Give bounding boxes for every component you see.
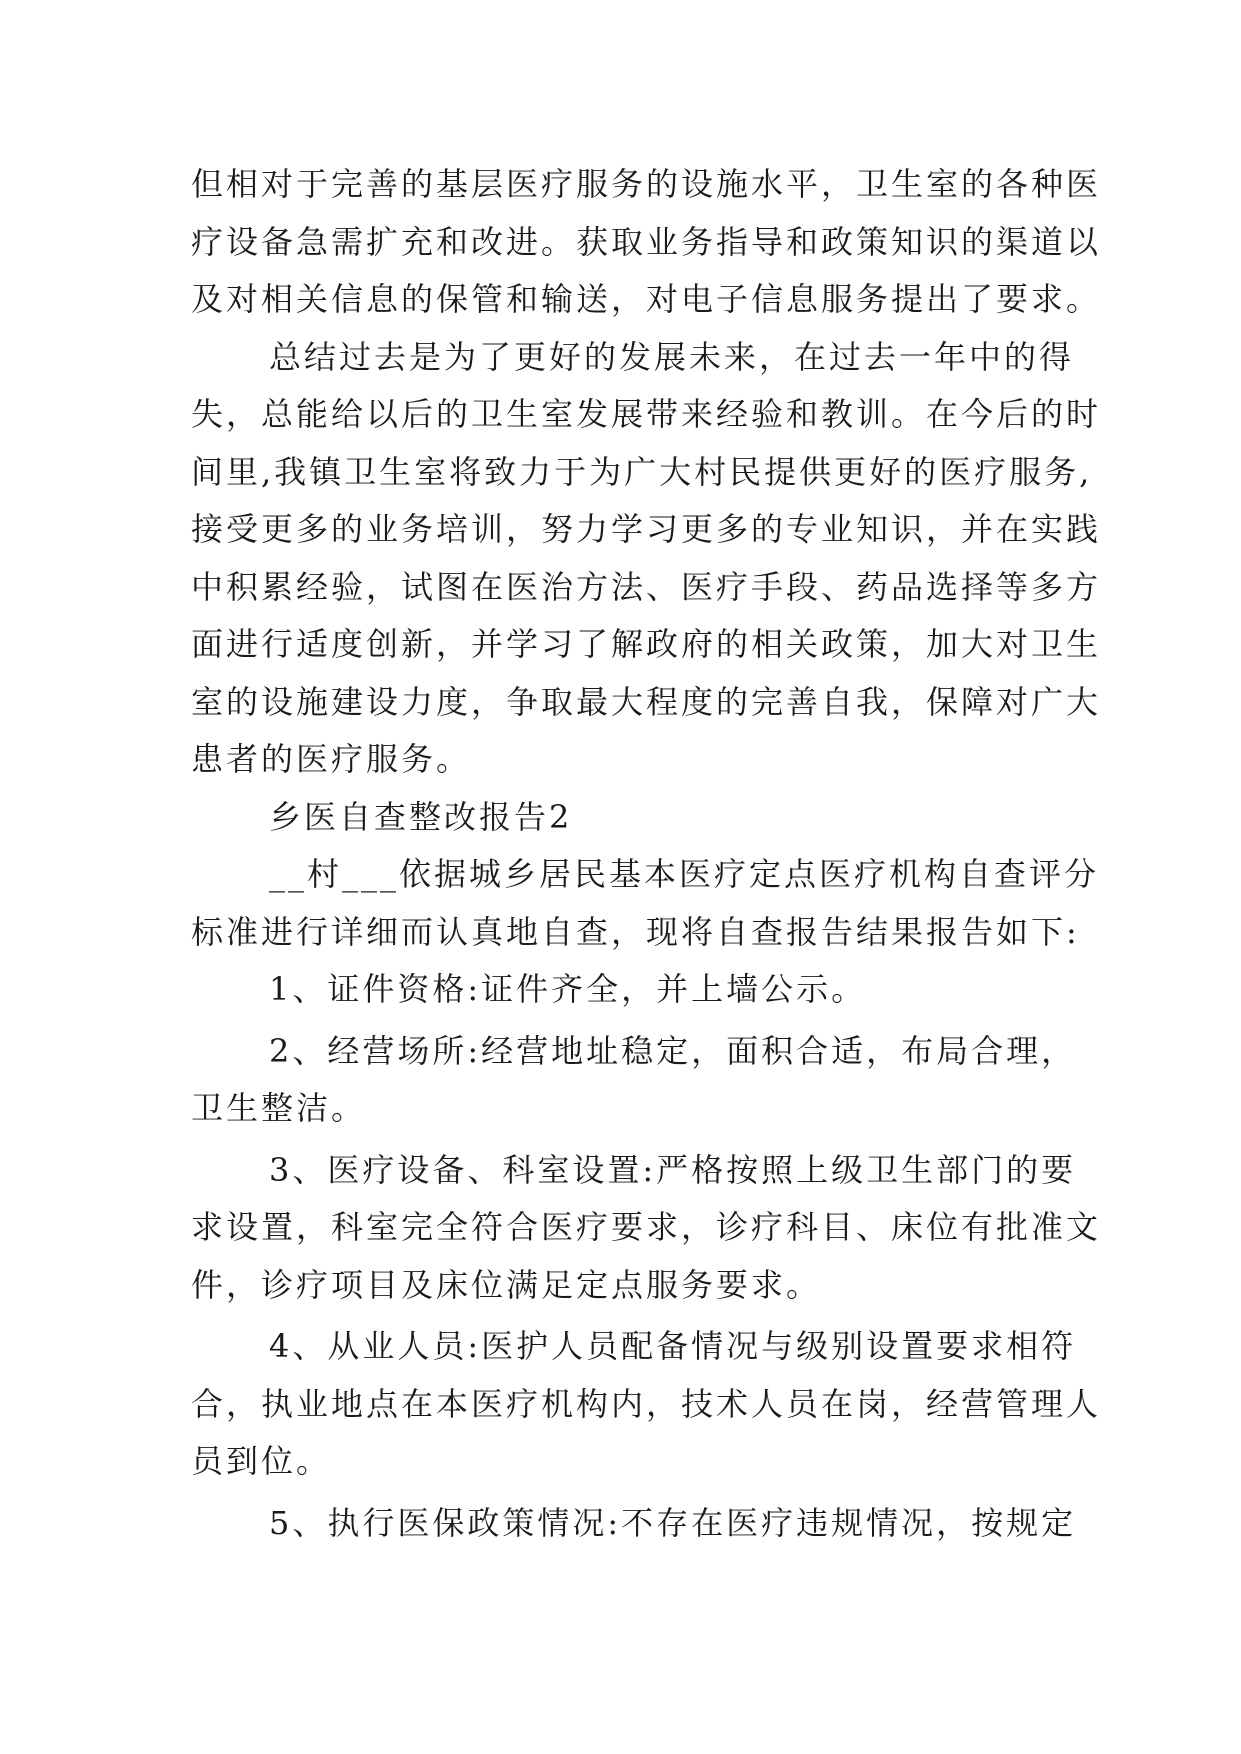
section-heading: 乡医自查整改报告2 — [269, 797, 573, 836]
text-line: 合，执业地点在本医疗机构内，技术人员在岗，经营管理人 — [191, 1384, 1102, 1423]
paragraph-start-line: __村___依据城乡居民基本医疗定点医疗机构自查评分 — [269, 855, 1100, 893]
text-line: 失，总能给以后的卫生室发展带来经验和教训。在今后的时 — [191, 395, 1102, 433]
text-line: 件，诊疗项目及床位满足定点服务要求。 — [191, 1265, 822, 1304]
text-line: 间里,我镇卫生室将致力于为广大村民提供更好的医疗服务, — [191, 452, 1093, 491]
text-line: 及对相关信息的保管和输送，对电子信息服务提出了要求。 — [191, 280, 1102, 318]
list-item-5: 5、执行医保政策情况:不存在医疗违规情况，按规定 — [269, 1503, 1077, 1542]
text-line: 卫生整洁。 — [191, 1089, 367, 1127]
text-line: 员到位。 — [191, 1442, 332, 1480]
text-line: 面进行适度创新，并学习了解政府的相关政策，加大对卫生 — [191, 625, 1102, 663]
list-item-1: 1、证件资格:证件齐全，并上墙公示。 — [269, 970, 867, 1008]
text-line: 室的设施建设力度，争取最大程度的完善自我，保障对广大 — [191, 682, 1102, 721]
text-line: 疗设备急需扩充和改进。获取业务指导和政策知识的渠道以 — [191, 222, 1102, 261]
text-line: 求设置，科室完全符合医疗要求，诊疗科目、床位有批准文 — [191, 1208, 1102, 1246]
text-line: 标准进行详细而认真地自查，现将自查报告结果报告如下: — [191, 912, 1080, 951]
text-line: 但相对于完善的基层医疗服务的设施水平，卫生室的各种医 — [191, 165, 1102, 203]
list-item-2: 2、经营场所:经营地址稳定，面积合适，布局合理， — [269, 1031, 1077, 1070]
text-line: 患者的医疗服务。 — [191, 740, 472, 778]
list-item-3: 3、医疗设备、科室设置:严格按照上级卫生部门的要 — [269, 1150, 1077, 1189]
text-line: 中积累经验，试图在医治方法、医疗手段、药品选择等多方 — [191, 567, 1102, 606]
paragraph-start-line: 总结过去是为了更好的发展未来，在过去一年中的得 — [269, 337, 1075, 376]
document-body — [191, 156, 1102, 1552]
list-item-4: 4、从业人员:医护人员配备情况与级别设置要求相符 — [269, 1327, 1077, 1365]
text-line: 接受更多的业务培训，努力学习更多的专业知识，并在实践 — [191, 510, 1102, 548]
